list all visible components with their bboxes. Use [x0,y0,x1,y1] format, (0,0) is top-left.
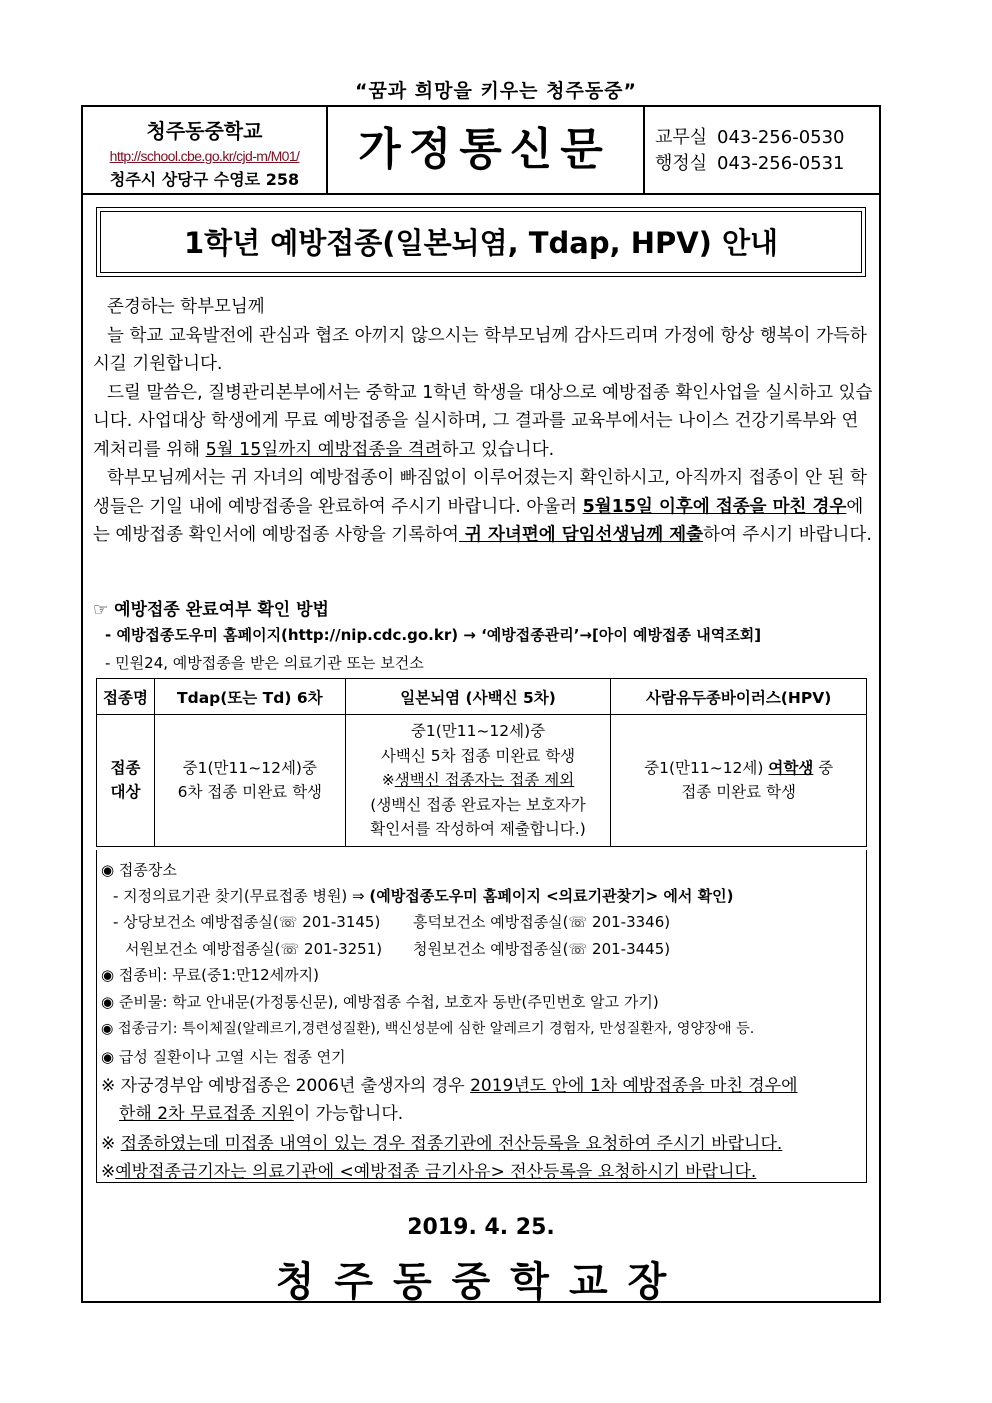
greeting: 존경하는 학부모님께 [107,297,265,317]
row-label: 접종 대상 [97,715,155,847]
table-header: 접종명 [97,679,155,715]
place-heungdeok: 흥덕보건소 예방접종실(☏ 201-3346) [413,913,671,931]
main-title-box [96,207,866,277]
paragraph-3-mid: 에는 예방접종 확인서에 예방접종 사항을 기록하여 [93,496,864,545]
paragraph-3-end: 하여 주시기 바랍니다. [703,525,872,545]
paragraph-2 [93,379,873,465]
phone-number: 043-256-0531 [717,153,845,174]
notes-box [96,850,867,1183]
hpv-note-cont: 한해 2차 무료접종 지원이 가능합니다. [119,1104,404,1124]
school-name: 청주동중학교 [146,119,263,143]
slogan: “꿈과 희망을 키우는 청주동중” [354,80,638,102]
table-header: 일본뇌염 (사백신 5차) [345,679,611,715]
phone-label: 행정실 [655,153,708,174]
place-designated: - 지정의료기관 찾기(무료접종 병원) ⇒ (예방접종도우미 홈페이지 <의료기관찾기> 에서 확인) [113,887,734,905]
letter-body [93,293,873,550]
place-sangdang: - 상당보건소 예방접종실(☏ 201-3145) [113,913,381,931]
hpv-target: 중1(만11~12세) 여학생 중 접종 미완료 학생 [611,715,867,847]
check-method-website: - 예방접종도우미 홈페이지(http://nip.cdc.go.kr) → ‘예방접종관리’→[아이 예방접종 내역조회] [105,626,762,644]
school-address: 청주시 상당구 수영로 258 [109,170,300,189]
paragraph-2-end: 하고 있습니다. [441,439,555,460]
prep-note: ◉ 준비물: 학교 안내문(가정통신문), 예방접종 수첩, 보호자 동반(주민번호 알고 가기) [101,993,659,1011]
table-row [97,715,867,847]
phone-number: 043-256-0530 [717,127,845,148]
check-method-offline: - 민원24, 예방접종을 받은 의료기관 또는 보건소 [105,654,424,672]
registration-note: ※ 접종하였는데 미접종 내역이 있는 경우 접종기관에 전산등록을 요청하여 주시기 바랍니다. [101,1134,783,1154]
school-info [83,107,328,193]
paragraph-3-text: 학부모님께서는 귀 자녀의 예방접종이 빠짐없이 이루어졌는지 확인하시고, 아직까지 접종이 안 된 학생들은 기일 내에 예방접종을 완료하여 주시기 바랍니다. 아울러 [93,468,867,517]
contraindication-note: ◉ 접종금기: 특이체질(알레르기,경련성질환), 백신성분에 심한 알레르기 경험자, 만성질환자, 영양장애 등. [101,1021,755,1037]
school-url-link[interactable]: http://school.cbe.go.kr/cjd-m/M01/ [109,148,300,164]
table-header: Tdap(또는 Td) 6차 [154,679,345,715]
fee-note: ◉ 접종비: 무료(중1:만12세까지) [101,966,319,984]
place-title: ◉ 접종장소 [101,861,177,879]
phone-row [655,151,845,177]
phone-label: 교무실 [655,127,708,148]
phone-row [655,125,845,151]
delay-note: ◉ 급성 질환이나 고열 시는 접종 연기 [101,1048,346,1066]
submit-highlight: 귀 자녀편에 담임선생님께 제출 [458,525,704,545]
place-cheongwon: 청원보건소 예방접종실(☏ 201-3445) [413,940,671,958]
table-header: 사람유두종바이러스(HPV) [611,679,867,715]
hpv-note: ※ 자궁경부암 예방접종은 2006년 출생자의 경우 2019년도 안에 1차 예방접종을 마친 경우에 [101,1076,798,1096]
document-frame [81,105,881,1303]
deadline-highlight: 5월 15일까지 예방접종을 격려 [205,439,442,460]
letter-title: 가정통신문 [326,107,645,193]
paragraph-3 [93,464,873,550]
main-title: 1학년 예방접종(일본뇌염, Tdap, HPV) 안내 [100,211,862,273]
paragraph-2-text: 드릴 말씀은, 질병관리본부에서는 중학교 1학년 학생을 대상으로 예방접종 확인사업을 실시하고 있습니다. 사업대상 학생에게 무료 예방접종을 실시하며, 그 결과를 교육부에서는 나이스 건강기록부와 연계처리를 위해 [93,382,873,460]
issue-date: 2019. 4. 25. [407,1215,555,1240]
after-deadline-highlight: 5월15일 이후에 접종을 마친 경우 [582,496,847,517]
contraindication-registration-note: ※예방접종금기자는 의료기관에 <예방접종 금기사유> 전산등록을 요청하시기 바랍니다. [101,1162,757,1182]
paragraph-1: 늘 학교 교육발전에 관심과 협조 아끼지 않으시는 학부모님께 감사드리며 가정에 항상 행복이 가득하시길 기원합니다. [93,325,867,374]
check-method-title: ☞ 예방접종 완료여부 확인 방법 [93,600,329,620]
table-header-row [97,679,867,715]
vaccination-table [96,678,867,847]
contact-phones [655,125,845,177]
principal-signature: 청주동중학교장 [275,1259,687,1305]
place-seowon: 서원보건소 예방접종실(☏ 201-3251) [125,940,383,958]
tdap-target: 중1(만11~12세)중 6차 접종 미완료 학생 [154,715,345,847]
je-target: 중1(만11~12세)중 사백신 5차 접종 미완료 학생 ※생백신 접종자는 접종 제외 (생백신 접종 완료자는 보호자가 확인서를 작성하여 제출합니다.) [345,715,611,847]
letter-header [83,107,879,195]
